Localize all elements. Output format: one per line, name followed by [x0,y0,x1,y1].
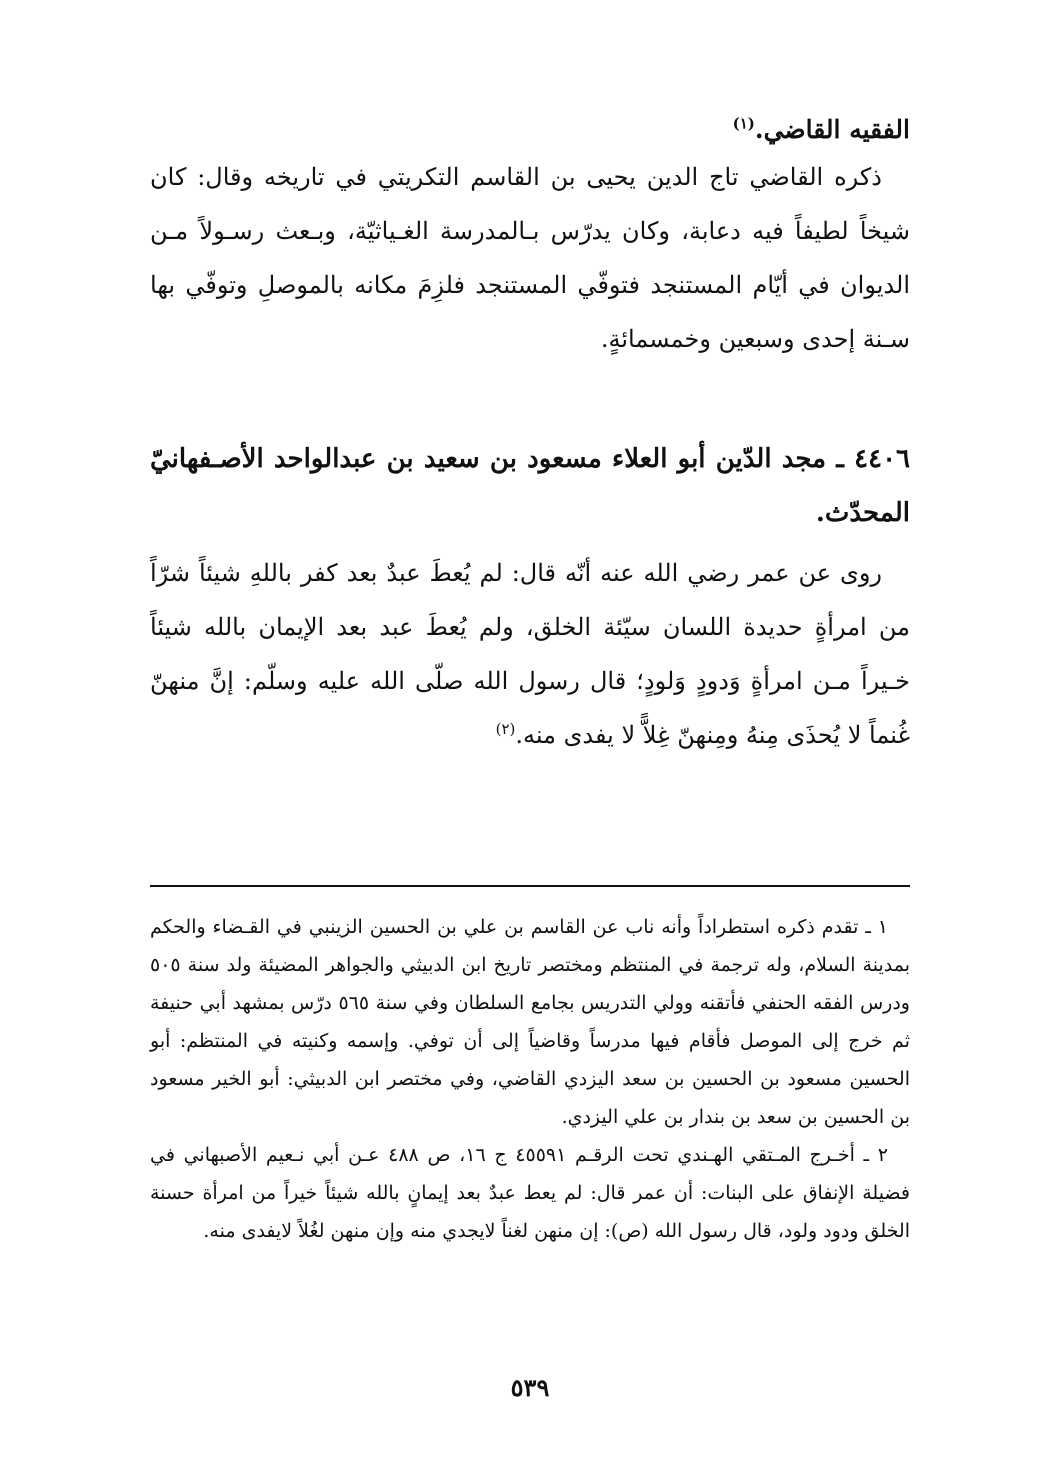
previous-entry-title [150,110,910,150]
book-page [150,100,910,1440]
footnote-ref-1: (١) [732,114,755,133]
footnote-ref-2: (٢) [495,720,516,738]
footnote-2: ٢ ـ أخـرج المـتقي الهـندي تحت الرقـم ٤٥٥٩١ ج ١٦، ص ٤٨٨ عـن أبي نـعيم الأصبهاني في فضيلة الإنفاق على البنات: أن عمر قال: لم يعط عبدٌ بعد إيمانٍ بالله شيئاً خيراً من امرأة حسنة الخلق ودود ولود، قال رسول الله (ص): إن منهن لغناً لايجدي منه وإن منهن لغُلاً لايفدى منه. [150,1144,910,1242]
entry-paragraph [150,546,910,762]
previous-entry-title-text: الفقيه القاضي. [754,115,910,144]
footnote-1: ١ ـ تقدم ذكره استطراداً وأنه ناب عن القاسم بن علي بن الحسين الزينبي في القـضاء والحكم بمدينة السلام، وله ترجمة في المنتظم ومختصر تاريخ ابن الدبيثي والجواهر المضيئة ولد سنة ٥٠٥ ودرس الفقه الحنفي فأتقنه وولي التدريس بجامع السلطان وفي سنة ٥٦٥ درّس بمشهد أبي حنيفة ثم خرج إلى الموصل فأقام فيها مدرساً وقاضياً إلى أن توفي. وإسمه وكنيته في المنتظم: أبو الحسين مسعود بن الحسين بن سعد اليزدي القاضي، وفي مختصر ابن الدبيثي: أبو الخير مسعود بن الحسين بن سعد بن بندار بن علي اليزدي. [150,916,911,1128]
entry-heading: ٤٤٠٦ ـ مجد الدّين أبو العلاء مسعود بن سعيد بن عبدالواحد الأصـفهانيّ المحدّث. [150,444,910,528]
entry-paragraph-text: روى عن عمر رضي الله عنه أنّه قال: لم يُعطَ عبدٌ بعد كفر باللهِ شيئاً شرّاً من امرأةٍ حديدة اللسان سيّئة الخلق، ولم يُعطَ عبد بعد الإيمان بالله شيئاً خـيراً مـن امرأةٍ وَدودٍ وَلودٍ؛ قال رسول الله صلّى الله عليه وسلّم: إنَّ منهنّ غُنماً لا يُحذَى مِنهُ ومِنهنّ غِلاًّ لا يفدى منه. [150,559,910,749]
page-number: ٥٣٩ [510,1373,550,1402]
previous-entry-paragraph: ذكره القاضي تاج الدين يحيى بن القاسم التكريتي في تاريخه وقال: كان شيخاً لطيفاً فيه دعابة، وكان يدرّس بـالمدرسة الغـياثيّة، وبـعث رسـولاً مـن الديوان في أيّام المستنجد فتوفّي المستنجد فلزِمَ مكانه بالموصلِ وتوفّي بها سـنة إحدى وسبعين وخمسمائةٍ. [150,163,910,353]
footnote-separator [150,885,910,887]
footnotes [150,908,910,1250]
